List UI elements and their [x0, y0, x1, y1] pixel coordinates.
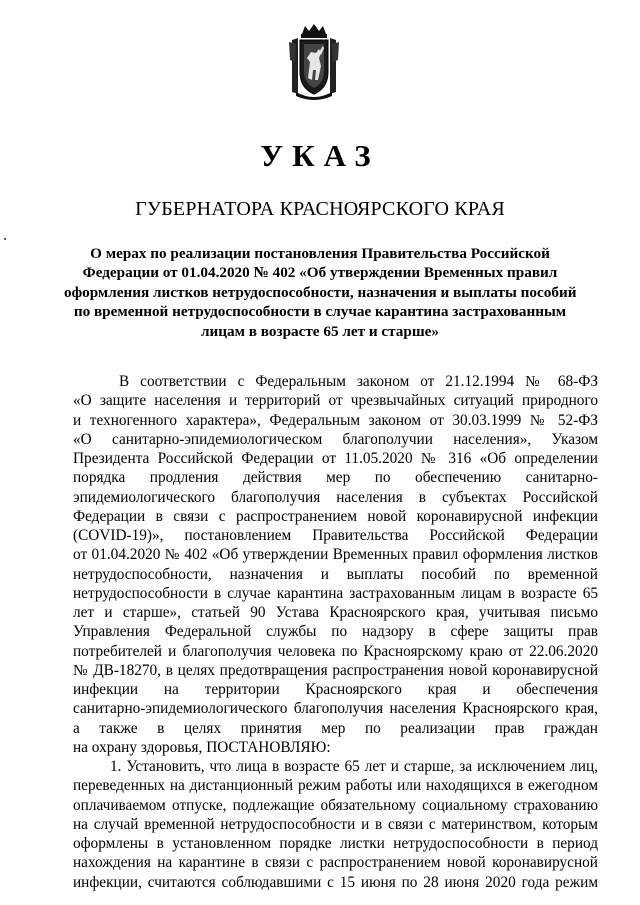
body-line: потребителей и благополучия человека по Красноярскому краю от 22.06.2020 [73, 642, 598, 660]
heading-line: по временной нетрудоспособности в случае карантина застрахованным [73, 303, 567, 321]
body-line: на случай временной нетрудоспособности и в связи с материнством, которым [73, 815, 598, 833]
body-line: нахождения на карантине в связи с распространением новой коронавирусной [73, 854, 598, 872]
body-line: (COVID-19)», постановлением Правительства Российской Федерации [73, 527, 598, 544]
body-line: В соответствии с Федеральным законом от 21.12.1994 № 68-ФЗ [119, 373, 598, 390]
decree-body [73, 372, 598, 892]
document-title: УКАЗ [260, 138, 380, 173]
document-subtitle: ГУБЕРНАТОРА КРАСНОЯРСКОГО КРАЯ [135, 198, 505, 220]
heading-line: оформления листков нетрудоспособности, назначения и выплаты пособий [64, 283, 577, 301]
body-line: от 01.04.2020 № 402 «Об утверждении Временных правил оформления листков [73, 546, 598, 564]
body-line: оплачиваемом отпуске, подлежащие обязательному социальному страхованию [73, 796, 598, 814]
heading-line: лицам в возрасте 65 лет и старше» [201, 322, 439, 340]
body-line: оформлены в установленном порядке листки нетрудоспособности в период [73, 835, 598, 852]
body-line: «О защите населения и территорий от чрезвычайных ситуаций природного [73, 392, 598, 410]
body-line: «О санитарно-эпидемиологическом благополучии населения», Указом [73, 430, 598, 448]
coat-of-arms-emblem [286, 22, 342, 102]
body-line: нетрудоспособности, назначения и выплаты пособий по временной [73, 565, 598, 583]
body-line: переведенных на дистанционный режим работы или находящихся в ежегодном [73, 777, 598, 795]
body-line: лет и старше», статьей 90 Устава Красноярского края, учитывая письмо [73, 604, 598, 621]
heading-line: О мерах по реализации постановления Правительства Российской [90, 245, 550, 262]
heading-line: Федерации от 01.04.2020 № 402 «Об утверждении Временных правил [82, 264, 558, 282]
decree-heading [64, 244, 576, 341]
body-line: санитарно-эпидемиологического благополучия населения Красноярского края, [73, 700, 598, 718]
body-line: и техногенного характера», Федеральным законом от 30.03.1999 № 52-ФЗ [73, 411, 598, 429]
body-line: Президента Российской Федерации от 11.05.2020 № 316 «Об определении [73, 450, 598, 467]
body-line: Федерации в связи с распространением новой коронавирусной инфекции [73, 507, 598, 525]
scan-mark [4, 238, 6, 240]
body-line: инфекции, считаются соблюдавшими с 15 июня по 28 июня 2020 года режим [73, 873, 598, 891]
body-line: на охрану здоровья, ПОСТАНОВЛЯЮ: [73, 738, 331, 756]
body-line: № ДВ-18270, в целях предотвращения распространения новой коронавирусной [73, 661, 598, 679]
body-line: нетрудоспособности в случае карантина застрахованным лицам в возрасте 65 [73, 584, 598, 602]
body-line: инфекции на территории Красноярского края и обеспечения [73, 681, 598, 698]
body-line: 1. Установить, что лица в возрасте 65 лет и старше, за исключением лиц, [110, 758, 598, 775]
body-line: порядка продления действия мер по обеспечению санитарно- [73, 469, 598, 487]
body-line: а также в целях принятия мер по реализации прав граждан [73, 719, 598, 737]
body-line: эпидемиологического благополучия населения в субъектах Российской [73, 488, 598, 506]
body-line: Управления Федеральной службы по надзору в сфере защиты прав [73, 623, 598, 641]
